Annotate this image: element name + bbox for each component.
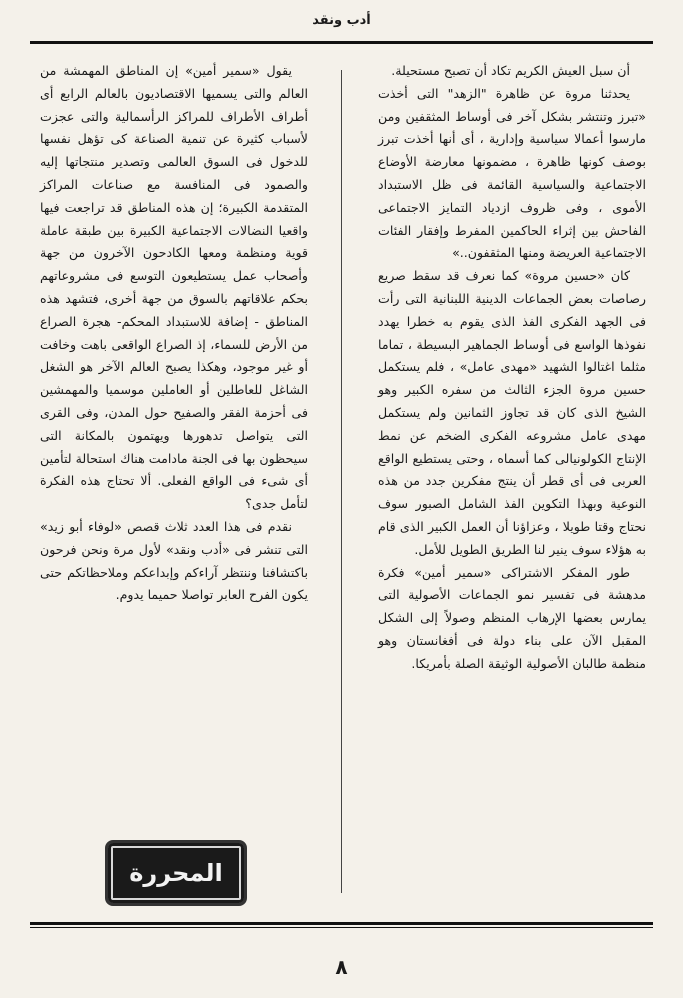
magazine-title: أدب ونقد — [312, 13, 371, 28]
paragraph: كان «حسين مروة» كما نعرف قد سقط صريع رصاصات بعض الجماعات الدينية اللبنانية التى رأت فى الجهد الفكرى الفذ الذى يقوم به خطرا يهدد نفوذها الواسع فى أوساط الجماهير البسيطة ، تماما مثلما اغتالوا الشهيد «مهدى عامل» ، فلم يستكمل حسين مروة الجزء الثالث من سفره الكبير وهو الشيخ الذى كان قد تجاوز الثمانين ولم يستكمل مهدى عامل مشروعه الفكرى الضخم عن نمط الإنتاج الكولونيالى كما أسماه ، وحتى يستطيع الواقع العربى فى أى قطر أن ينتج مفكرين جدد من هذه النوعية وبهذا التكوين الفذ الشامل الصبور سوف نحتاج وقتا طويلا ، وعزاؤنا أن العمل الكبير الذى قام به هؤلاء سوف ينير لنا الطريق الطويل للأمل. — [378, 268, 646, 557]
bottom-rule-thin — [30, 927, 653, 928]
column-divider — [341, 70, 342, 893]
editor-signature-box — [105, 840, 247, 906]
editor-signature-label: المحررة — [129, 859, 223, 887]
left-column — [40, 60, 308, 607]
paragraph: أن سبل العيش الكريم تكاد أن تصبح مستحيلة. — [391, 63, 630, 78]
paragraph: يقول «سمير أمين» إن المناطق المهمشة من العالم والتى يسميها الاقتصاديون بالعالم الرابع أى أطراف الأطراف للمراكز الرأسمالية والتى عجزت لأسباب كثيرة عن تنمية الصناعة كى تؤهل نفسها للدخول فى السوق العالمى وتصدير منتجاتها إليه والصمود فى المنافسة مع صناعات المراكز المتقدمة الكبيرة؛ إن هذه المناطق قد تراجعت فيها واقعيا النضالات الاجتماعية الكبيرة بين طبقة عاملة قوية ومنظمة ومعها الكادحون الآخرون من جهة وأصحاب عمل يستطيعون التوسع فى مشروعاتهم بحكم علاقاتهم بالسوق من جهة أخرى، فتشهد هذه المناطق - إضافة للاستبداد المحكم- هجرة الصراع من الأرض للسماء، إذ الصراع الواقعى باهت وخافت أو غير موجود، وهكذا يصبح العالم الآخر هو الشغل الشاغل للعاطلين أو العاملين موسميا والمهمشين فى أحزمة الفقر والصفيح حول المدن، وفى القرى التى يتواصل تدهورها ويهتمون بالمكانة التى سيحظون بها فى الجنة مادامت هناك استحالة لتأمين أى شىء فى الواقع الفعلى. ألا تحتاج هذه الفكرة لتأمل جدى؟ — [40, 63, 308, 512]
page-number: ٨ — [335, 955, 348, 979]
page-header — [40, 6, 643, 36]
paragraph: نقدم فى هذا العدد ثلاث قصص «لوفاء أبو زيد» التى تنشر فى «أدب ونقد» لأول مرة ونحن فرحون باكتشافنا وننتظر آراءكم وإبداعكم وملاحظاتكم حتى يكون الفرح العابر تواصلا حميما يدوم. — [40, 518, 308, 603]
top-rule — [30, 41, 653, 44]
bottom-rule-thick — [30, 922, 653, 925]
right-column — [378, 60, 646, 676]
paragraph: طور المفكر الاشتراكى «سمير أمين» فكرة مدهشة فى تفسير نمو الجماعات الأصولية التى يمارس بعضها الإرهاب المنظم وصولاً إلى الشكل المقبل الآن على بناء دولة فى أفغانستان وهو منظمة طالبان الأصولية الوثيقة الصلة بأمريكا. — [378, 564, 646, 671]
paragraph: يحدثنا مروة عن ظاهرة "الزهد" التى أخذت «تبرز وتنتشر بشكل آخر فى أوساط المثقفين ومن مارسوا أعمالا سياسية وإدارية ، أى أنها أخذت تبرز بوصف كونها ظاهرة ، مضمونها معارضة الأوضاع الاجتماعية والسياسية القائمة فى ظل الاستبداد الأموى ، وفى ظروف ازدياد التمايز الاجتماعى الفاحش بين إثراء الحاكمين المفرط وإفقار الفئات الاجتماعية العريضة ومنها المثقفون..» — [378, 85, 646, 261]
